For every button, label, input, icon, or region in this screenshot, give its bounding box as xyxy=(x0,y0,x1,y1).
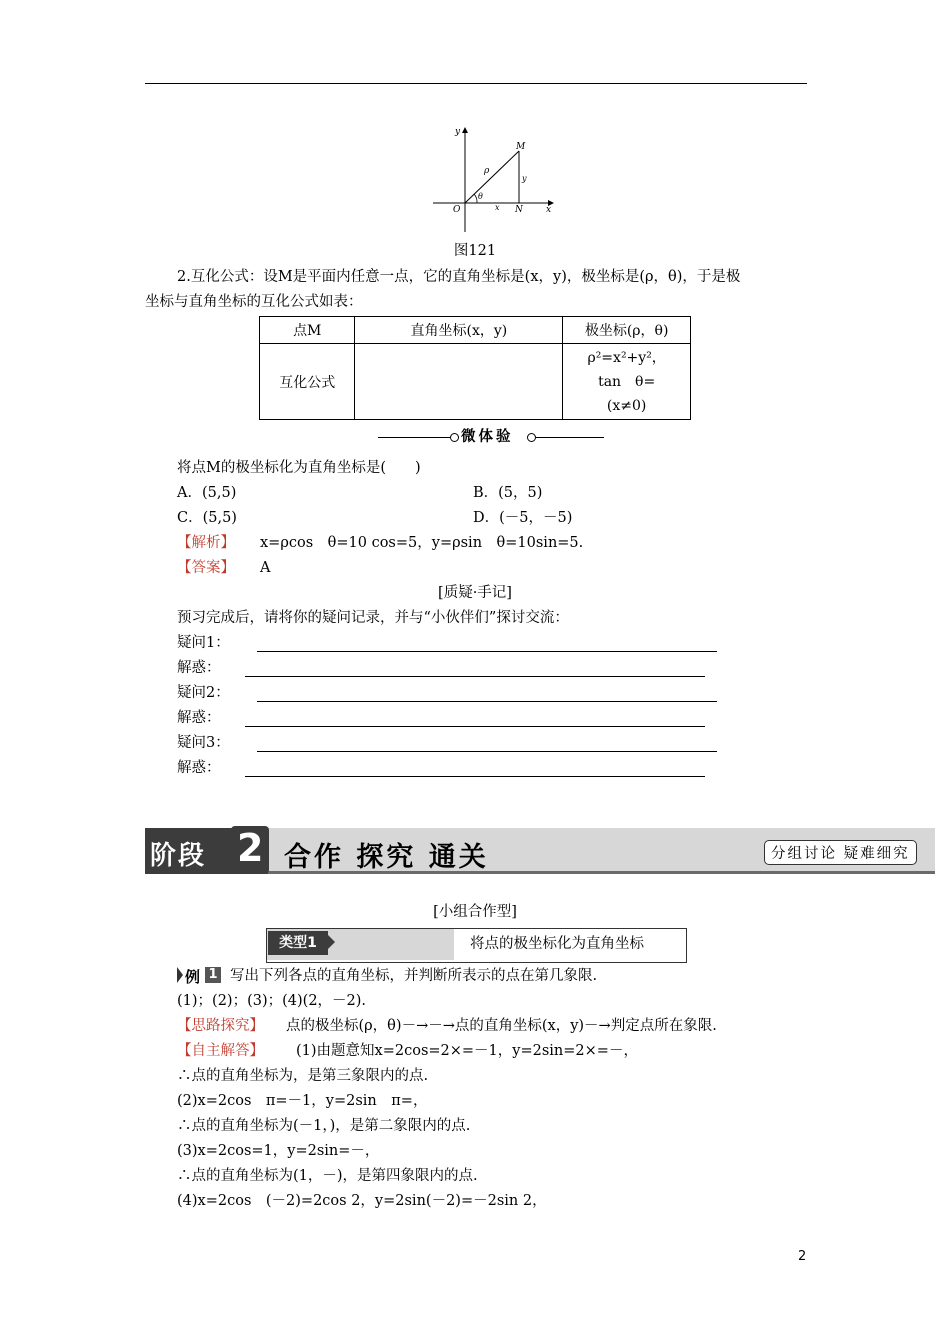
point-m-label: M xyxy=(516,142,526,152)
notes-title: [质疑·手记] xyxy=(438,585,512,601)
doubt-1-label: 疑问1： xyxy=(177,635,230,651)
table-polar-formula-cell xyxy=(563,344,691,420)
type-title: 将点的极坐标化为直角坐标 xyxy=(470,936,644,952)
thinking-text: 点的极坐标(ρ，θ)－→－→点的直角坐标(x，y)－→判定点所在象限. xyxy=(286,1018,717,1034)
doubt-2-line xyxy=(257,701,717,702)
example-marker-icon xyxy=(177,967,183,983)
example-label: 例 xyxy=(185,968,201,986)
thinking-label: 【思路探究】 xyxy=(177,1018,264,1034)
stage-label: 阶段 xyxy=(150,841,207,871)
type-label: 类型1 xyxy=(268,931,328,955)
solve-line-5: (3)x=2cos=1，y=2sin=－， xyxy=(177,1143,380,1159)
answer-label: 【答案】 xyxy=(177,560,235,576)
option-c: C．(5,5) xyxy=(177,510,237,526)
figure-caption: 图121 xyxy=(453,243,497,259)
stage-title: 合作 探究 通关 xyxy=(284,842,489,873)
question-stem: 将点M的极坐标化为直角坐标是( ) xyxy=(177,460,421,476)
section2-line1: 2.互化公式：设M是平面内任意一点，它的直角坐标是(x，y)，极坐标是(ρ，θ)，于是极 xyxy=(177,269,741,285)
type-label-arrow xyxy=(328,935,335,949)
answer-3-line xyxy=(245,776,705,777)
group-type-heading: [小组合作型] xyxy=(433,904,517,920)
stage-subtitle: 分组讨论 疑难细究 xyxy=(764,840,917,865)
theta-arc xyxy=(474,194,477,203)
answer-text: A xyxy=(260,560,271,576)
theta-label: θ xyxy=(478,192,483,201)
option-d: D．(－5，－5) xyxy=(473,510,573,526)
rho-segment xyxy=(465,151,519,203)
x-segment-label: x xyxy=(495,203,500,212)
weitiyan-dot-left xyxy=(450,433,459,442)
answer-1-label: 解惑： xyxy=(177,660,221,676)
solve-line-1: (1)由题意知x=2cos=2×=－1，y=2sin=2×=－， xyxy=(296,1043,638,1059)
header-rule xyxy=(145,83,807,84)
answer-2-line xyxy=(245,726,705,727)
table-header-rect: 直角坐标(x，y) xyxy=(355,317,563,344)
doubt-1-line xyxy=(257,651,717,652)
notes-intro: 预习完成后，请将你的疑问记录，并与“小伙伴们”探讨交流： xyxy=(177,610,569,626)
origin-label: O xyxy=(453,205,461,215)
example-number: 1 xyxy=(205,967,221,983)
solve-label: 【自主解答】 xyxy=(177,1043,264,1059)
table-row-label: 互化公式 xyxy=(260,344,355,420)
stage-number: 2 xyxy=(237,826,264,870)
page-number: 2 xyxy=(798,1249,807,1264)
weitiyan-rule-right xyxy=(536,437,604,438)
polar-formula-1: ρ²=x²+y²， xyxy=(587,349,666,366)
solve-line-2: ∴点的直角坐标为，是第三象限内的点. xyxy=(177,1068,429,1084)
solve-line-3: (2)x=2cos π=－1，y=2sin π=， xyxy=(177,1093,428,1109)
polar-formula-2: tan θ= xyxy=(598,373,656,390)
section2-line2: 坐标与直角坐标的互化公式如表： xyxy=(145,294,363,310)
table-header-point: 点M xyxy=(260,317,355,344)
polar-coordinate-figure xyxy=(425,120,565,235)
y-axis-label: y xyxy=(455,127,461,137)
polar-formula-3: (x≠0) xyxy=(606,397,647,414)
weitiyan-rule-left xyxy=(378,437,450,438)
solve-line-7: (4)x=2cos (－2)=2cos 2，y=2sin(－2)=－2sin 2， xyxy=(177,1193,547,1209)
rho-label: ρ xyxy=(484,166,490,176)
option-b: B．(5，5) xyxy=(473,485,543,501)
weitiyan-heading: 微体验 xyxy=(461,428,514,445)
option-a: A．(5,5) xyxy=(177,485,237,501)
example-items: (1)；(2)；(3)；(4)(2，－2). xyxy=(177,993,367,1009)
table-header-polar: 极坐标(ρ，θ) xyxy=(563,317,691,344)
answer-3-label: 解惑： xyxy=(177,760,221,776)
analysis-label: 【解析】 xyxy=(177,535,235,551)
weitiyan-dot-right xyxy=(527,433,536,442)
analysis-text: x=ρcos θ=10 cos=5，y=ρsin θ=10sin=5. xyxy=(260,535,584,551)
solve-line-4: ∴点的直角坐标为(－1，)，是第二象限内的点. xyxy=(177,1118,471,1134)
solve-line-6: ∴点的直角坐标为(1，－)，是第四象限内的点. xyxy=(177,1168,478,1184)
table-rect-formula-cell xyxy=(355,344,563,420)
y-segment-label: y xyxy=(522,174,527,183)
answer-1-line xyxy=(245,676,705,677)
doubt-3-line xyxy=(257,751,717,752)
doubt-2-label: 疑问2： xyxy=(177,685,230,701)
answer-2-label: 解惑： xyxy=(177,710,221,726)
example-stem: 写出下列各点的直角坐标，并判断所表示的点在第几象限. xyxy=(230,968,598,984)
x-axis-label: x xyxy=(546,205,552,215)
conversion-table xyxy=(259,316,691,420)
point-n-label: N xyxy=(515,205,523,215)
doubt-3-label: 疑问3： xyxy=(177,735,230,751)
